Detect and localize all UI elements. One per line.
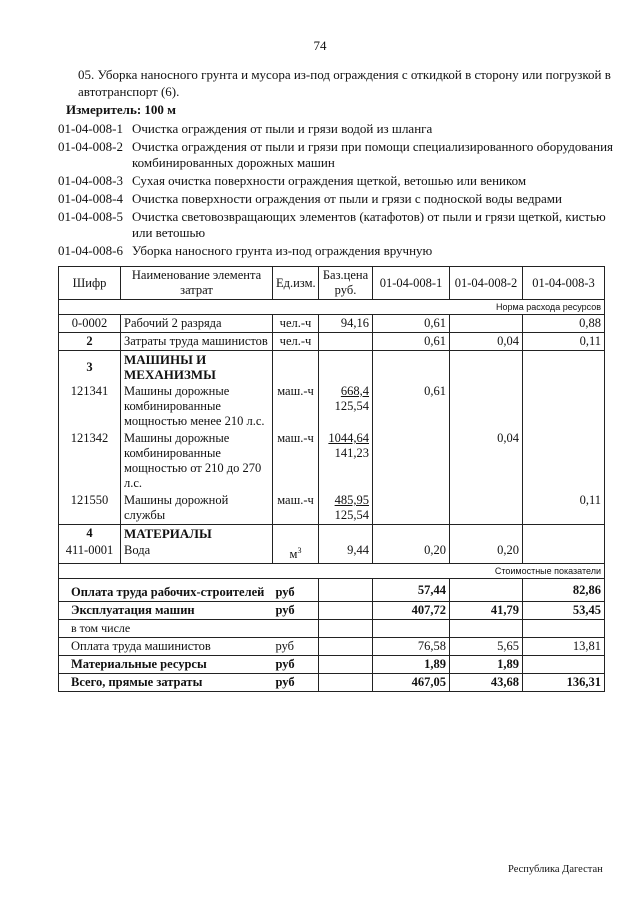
code-item: 01-04-008-1 Очистка ограждения от пыли и грязи водой из шланга	[58, 121, 433, 136]
page-number: 74	[313, 38, 327, 53]
cost-label: Стоимостные показатели	[59, 564, 605, 579]
header-col2: 01-04-008-2	[450, 267, 523, 300]
code-item: 01-04-008-2 Очистка ограждения от пыли и грязи при помощи специализированного оборудования комбинированных дорожных машин	[58, 139, 614, 170]
table-row: 411-0001 Вода $м^3$ 9,44 0,20 0,20	[59, 542, 605, 564]
table-row: 121342 Машины дорожные комбинированные мощностью от 210 до 270 л.с. маш.-ч 1044,64 141,23 0,04	[59, 430, 605, 492]
summary-row: Оплата труда машинистов руб 76,58 5,65 13,81	[59, 638, 605, 656]
header-name: Наименование элемента затрат	[121, 267, 273, 300]
header-price: Баз.цена руб.	[319, 267, 373, 300]
summary-row: Эксплуатация машин руб 407,72 41,79 53,45	[59, 602, 605, 620]
table-row: 2 Затраты труда машинистов чел.-ч 0,61 0,04 0,11	[59, 333, 605, 351]
code-list	[58, 121, 618, 261]
header-code: Шифр	[59, 267, 121, 300]
section-row-machines: 3 МАШИНЫ И МЕХАНИЗМЫ	[59, 351, 605, 384]
header-col3: 01-04-008-3	[523, 267, 605, 300]
section-row-materials: 4 МАТЕРИАЛЫ	[59, 525, 605, 543]
summary-row: в том числе	[59, 620, 605, 638]
code-item: 01-04-008-3 Сухая очистка поверхности ограждения щеткой, ветошью или веником	[58, 173, 527, 188]
measure-unit: Измеритель: 100 м	[66, 102, 177, 117]
table-row: 121341 Машины дорожные комбинированные мощностью менее 210 л.с. маш.-ч 668,4 125,54 0,61	[59, 383, 605, 430]
code-item: 01-04-008-6 Уборка наносного грунта из-под ограждения вручную	[58, 243, 433, 258]
norm-label-row	[59, 300, 605, 315]
header-col1: 01-04-008-1	[373, 267, 450, 300]
resource-table	[58, 266, 605, 692]
table-row: 121550 Машины дорожной службы маш.-ч 485,95 125,54 0,11	[59, 492, 605, 525]
summary-row: Материальные ресурсы руб 1,89 1,89	[59, 656, 605, 674]
summary-row-total: Всего, прямые затраты руб 467,05 43,68 136,31	[59, 674, 605, 692]
footer-region: Республика Дагестан	[508, 864, 603, 875]
header-unit: Ед.изм.	[273, 267, 319, 300]
code-item: 01-04-008-4 Очистка поверхности ограждения от пыли и грязи с подноской воды ведрами	[58, 191, 562, 206]
cost-label-row	[59, 564, 605, 579]
norm-label: Норма расхода ресурсов	[59, 300, 605, 315]
code-item: 01-04-008-5 Очистка световозвращающих элементов (катафотов) от пыли и грязи щеткой, кистью или ветошью	[58, 209, 606, 240]
table-header-row	[59, 267, 605, 300]
table-row: 0-0002 Рабочий 2 разряда чел.-ч 94,16 0,61 0,88	[59, 315, 605, 333]
section-heading: 05. Уборка наносного грунта и мусора из-под ограждения с откидкой в сторону или погрузкой в автотранспорт (6).	[78, 67, 611, 99]
summary-row: Оплата труда рабочих-строителей руб 57,44 82,86	[59, 579, 605, 602]
